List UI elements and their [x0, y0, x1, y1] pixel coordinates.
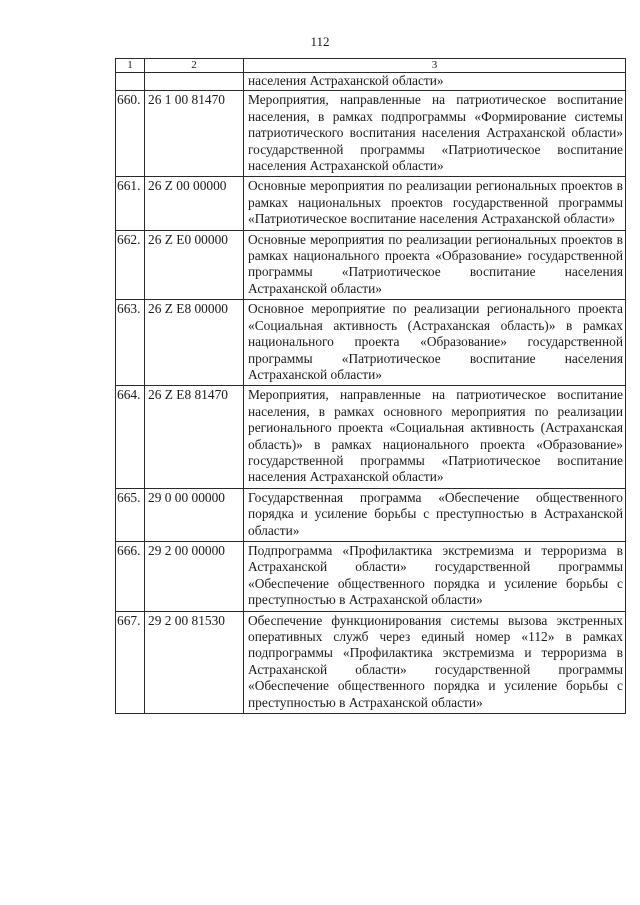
row-description: Основное мероприятие по реализации регионального проекта «Социальная активность (Астраханская область)» в рамках национального проекта «Образование» государственной программы «Патриотическое воспитание населения Астраханской области» [244, 300, 626, 386]
row-description: Подпрограмма «Профилактика экстремизма и терроризма в Астраханской области» государственной программы «Обеспечение общественного порядка и усиление борьбы с преступностью в Астраханской области» [244, 541, 626, 611]
table-body [116, 73, 626, 714]
row-number: 661. [116, 177, 145, 230]
table-row [116, 300, 626, 386]
continuation-description-cell: населения Астраханской области» [244, 73, 626, 91]
row-code: 29 0 00 00000 [145, 488, 244, 541]
continuation-code-cell [145, 73, 244, 91]
row-description: Основные мероприятия по реализации региональных проектов в рамках национального проекта «Образование» государственной программы «Патриотическое воспитание населения Астраханской области» [244, 230, 626, 300]
row-number: 664. [116, 386, 145, 488]
row-number: 660. [116, 91, 145, 177]
row-code: 26 Z E0 00000 [145, 230, 244, 300]
row-code: 29 2 00 81530 [145, 611, 244, 713]
row-code: 26 1 00 81470 [145, 91, 244, 177]
row-number: 666. [116, 541, 145, 611]
header-col-1: 1 [116, 59, 145, 73]
row-code: 26 Z E8 00000 [145, 300, 244, 386]
row-number: 667. [116, 611, 145, 713]
row-description: Мероприятия, направленные на патриотическое воспитание населения, в рамках подпрограммы «Формирование системы патриотического воспитания населения Астраханской области» государственной программы «Патриотическое воспитание населения Астраханской области» [244, 91, 626, 177]
row-number: 662. [116, 230, 145, 300]
table-row [116, 91, 626, 177]
table-row [116, 611, 626, 713]
continuation-row [116, 73, 626, 91]
table-row [116, 230, 626, 300]
header-row [116, 59, 626, 73]
page-number: 112 [310, 34, 330, 49]
row-description: Государственная программа «Обеспечение общественного порядка и усиление борьбы с преступностью в Астраханской области» [244, 488, 626, 541]
table-row [116, 386, 626, 488]
row-number: 663. [116, 300, 145, 386]
row-code: 26 Z 00 00000 [145, 177, 244, 230]
row-description: Мероприятия, направленные на патриотическое воспитание населения, в рамках основного мероприятия по реализации регионального проекта «Социальная активность (Астраханская область)» в рамках национального проекта «Образование» государственной программы «Патриотическое воспитание населения Астраханской области» [244, 386, 626, 488]
table-row [116, 541, 626, 611]
row-description: Основные мероприятия по реализации региональных проектов в рамках национальных проектов государственной программы «Патриотическое воспитание населения Астраханской области» [244, 177, 626, 230]
header-col-2: 2 [145, 59, 244, 73]
table-header [116, 59, 626, 73]
budget-classification-table [115, 58, 626, 714]
row-description: Обеспечение функционирования системы вызова экстренных оперативных служб через единый номер «112» в рамках подпрограммы «Профилактика экстремизма и терроризма в Астраханской области» государственной программы «Обеспечение общественного порядка и усиление борьбы с преступностью в Астраханской области» [244, 611, 626, 713]
continuation-num-cell [116, 73, 145, 91]
row-code: 26 Z E8 81470 [145, 386, 244, 488]
header-col-3: 3 [244, 59, 626, 73]
table-row [116, 177, 626, 230]
row-number: 665. [116, 488, 145, 541]
table-row [116, 488, 626, 541]
row-code: 29 2 00 00000 [145, 541, 244, 611]
